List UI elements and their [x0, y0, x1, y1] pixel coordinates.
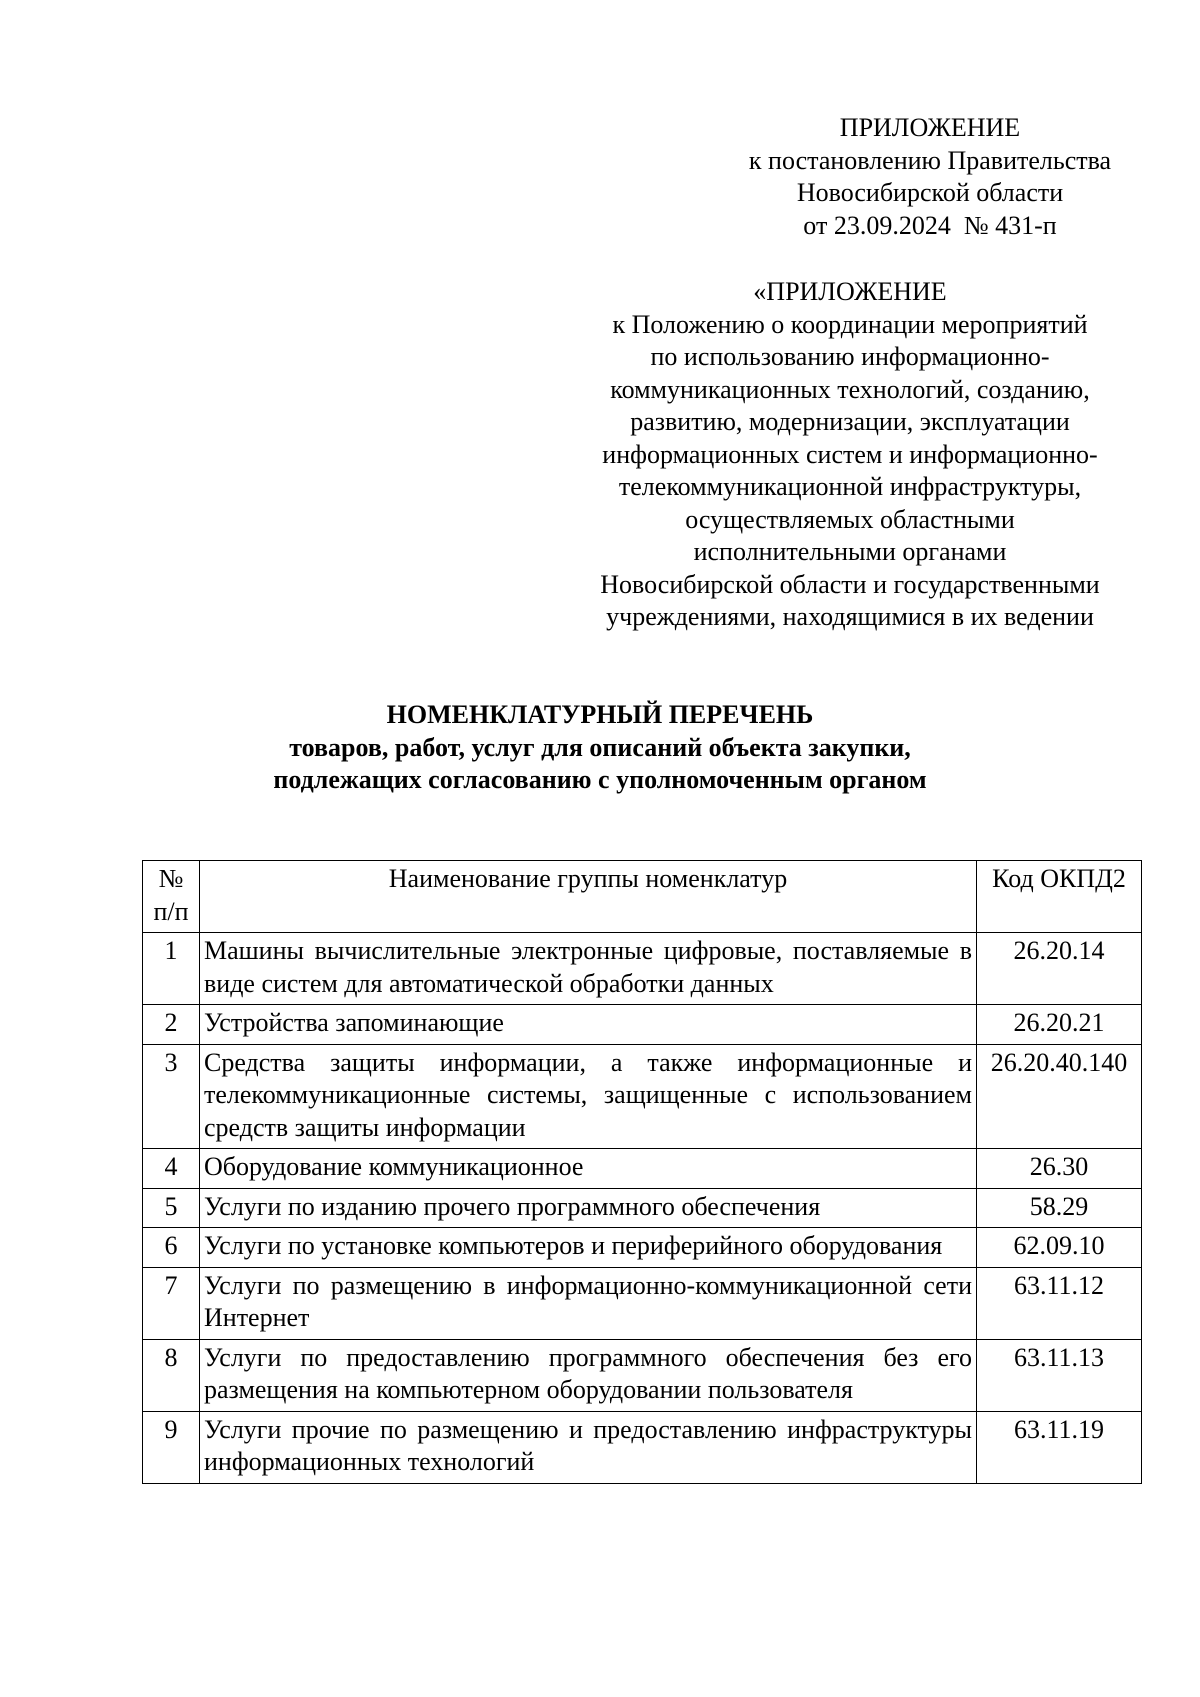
table-header-row	[143, 861, 1142, 933]
table-row	[143, 1149, 1142, 1189]
regulation-appendix-line: к Положению о координации мероприятий	[612, 309, 1088, 339]
row-num: 8	[143, 1339, 200, 1411]
row-code: 62.09.10	[977, 1228, 1142, 1268]
row-code: 26.20.40.140	[977, 1044, 1142, 1149]
row-num: 2	[143, 1005, 200, 1045]
row-num: 6	[143, 1228, 200, 1268]
header-num-abbr: п/п	[153, 896, 189, 926]
row-name: Услуги прочие по размещению и предоставлению инфраструктуры информационных технологий	[200, 1411, 977, 1483]
row-name: Средства защиты информации, а также информационные и телекоммуникационные системы, защищенные с использованием средств защиты информации	[200, 1044, 977, 1149]
row-code: 26.20.14	[977, 933, 1142, 1005]
regulation-appendix-line: учреждениями, находящимися в их ведении	[606, 602, 1094, 631]
table-row	[143, 1044, 1142, 1149]
document-subtitle-line: товаров, работ, услуг для описаний объекта закупки,	[289, 732, 911, 762]
row-code: 26.30	[977, 1149, 1142, 1189]
regulation-appendix-line: развитию, модернизации, эксплуатации	[630, 407, 1070, 436]
row-name: Оборудование коммуникационное	[200, 1149, 977, 1189]
row-code: 63.11.19	[977, 1411, 1142, 1483]
row-code: 58.29	[977, 1188, 1142, 1228]
regulation-appendix-line: коммуникационных технологий, созданию,	[610, 374, 1090, 404]
table-row	[143, 1188, 1142, 1228]
appendix-line: к постановлению Правительства	[748, 145, 1112, 175]
appendix-date-number: от 23.09.2024 № 431-п	[803, 210, 1057, 240]
regulation-appendix-line: осуществляемых областными	[685, 504, 1015, 534]
table-row	[143, 1267, 1142, 1339]
row-name: Услуги по изданию прочего программного обеспечения	[200, 1188, 977, 1228]
table-row	[143, 1411, 1142, 1483]
header-num-symbol: №	[158, 864, 184, 893]
table-row	[143, 1339, 1142, 1411]
header-name: Наименование группы номенклатур	[200, 861, 977, 933]
row-name: Устройства запоминающие	[200, 1005, 977, 1045]
regulation-appendix-line: исполнительными органами	[693, 537, 1007, 566]
header-code: Код ОКПД2	[977, 861, 1142, 933]
table-row	[143, 933, 1142, 1005]
regulation-appendix-line: Новосибирской области и государственными	[600, 569, 1100, 599]
regulation-appendix-header	[560, 276, 1140, 634]
row-name: Услуги по предоставлению программного обеспечения без его размещения на компьютерном оборудовании пользователя	[200, 1339, 977, 1411]
row-num: 1	[143, 933, 200, 1005]
regulation-appendix-line: информационных систем и информационно-	[602, 439, 1098, 469]
appendix-header	[720, 112, 1140, 242]
regulation-appendix-label: «ПРИЛОЖЕНИЕ	[753, 277, 947, 306]
header-num	[143, 861, 200, 933]
table-row	[143, 1005, 1142, 1045]
row-name: Услуги по установке компьютеров и периферийного оборудования	[200, 1228, 977, 1268]
row-code: 26.20.21	[977, 1005, 1142, 1045]
appendix-line: Новосибирской области	[796, 178, 1064, 207]
row-num: 5	[143, 1188, 200, 1228]
document-heading: НОМЕНКЛАТУРНЫЙ ПЕРЕЧЕНЬ	[386, 700, 814, 729]
regulation-appendix-line: по использованию информационно-	[650, 342, 1050, 371]
row-num: 3	[143, 1044, 200, 1149]
document-subtitle-line: подлежащих согласованию с уполномоченным органом	[273, 765, 927, 794]
row-code: 63.11.12	[977, 1267, 1142, 1339]
table-row	[143, 1228, 1142, 1268]
row-num: 4	[143, 1149, 200, 1189]
row-name: Машины вычислительные электронные цифровые, поставляемые в виде систем для автоматической обработки данных	[200, 933, 977, 1005]
regulation-appendix-line: телекоммуникационной инфраструктуры,	[618, 472, 1082, 501]
row-name: Услуги по размещению в информационно-коммуникационной сети Интернет	[200, 1267, 977, 1339]
row-code: 63.11.13	[977, 1339, 1142, 1411]
nomenclature-table	[142, 860, 1142, 1484]
appendix-label: ПРИЛОЖЕНИЕ	[839, 113, 1021, 142]
document-title	[0, 699, 1200, 797]
row-num: 7	[143, 1267, 200, 1339]
row-num: 9	[143, 1411, 200, 1483]
